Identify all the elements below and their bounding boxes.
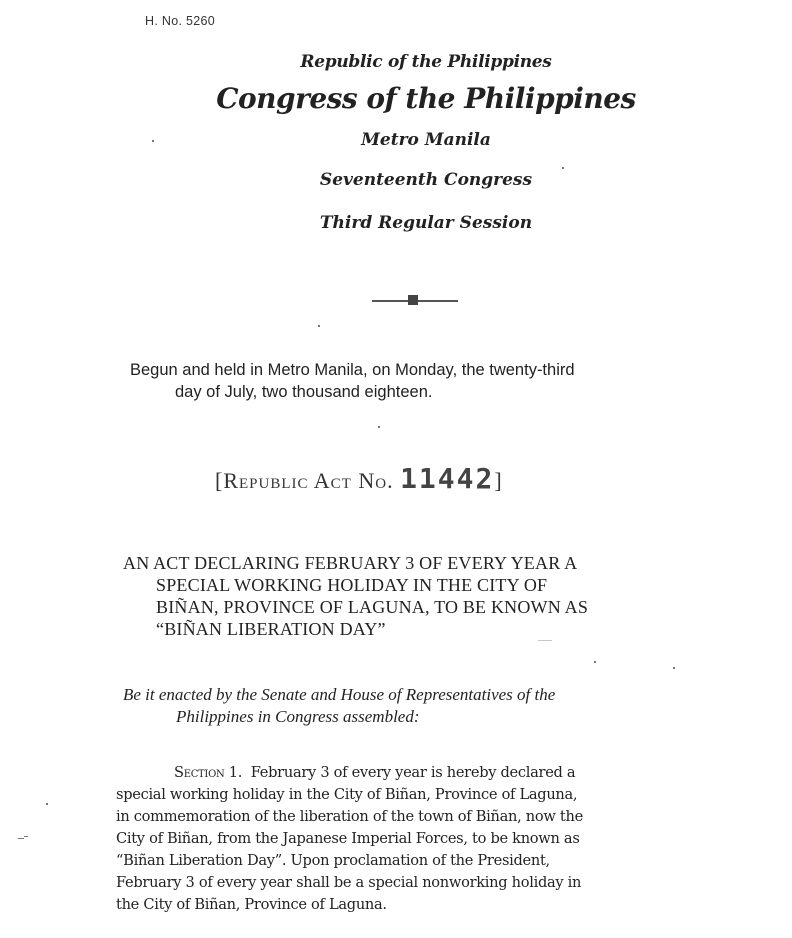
header-location: Metro Manila [361,130,491,150]
scan-speck [673,667,675,669]
act-title-line: BIÑAN, PROVINCE OF LAGUNA, TO BE KNOWN AS [156,597,589,617]
section-1 [116,762,691,916]
republic-act-heading [215,462,503,495]
section-line: “Biñan Liberation Day”. Upon proclamation of the President, [116,852,550,869]
begun-line-1: Begun and held in Metro Manila, on Monday, the twenty-third [130,361,575,379]
header-session: Third Regular Session [319,213,533,233]
scan-speck [46,803,48,805]
act-title-line: “BIÑAN LIBERATION DAY” [156,619,386,639]
act-title [123,552,703,640]
house-bill-number: H. No. 5260 [145,14,216,28]
section-line: City of Biñan, from the Japanese Imperial Forces, to be known as [116,830,580,847]
scan-speck [594,661,596,663]
enacting-clause-line-2: Philippines in Congress assembled: [176,707,420,726]
act-title-line: SPECIAL WORKING HOLIDAY IN THE CITY OF [156,575,548,595]
enacting-clause-line-1: Be it enacted by the Senate and House of Representatives of the [123,685,556,704]
section-line: February 3 of every year shall be a special nonworking holiday in [116,874,582,891]
begun-line-2: day of July, two thousand eighteen. [175,383,433,401]
scan-speck [562,167,564,169]
header-republic: Republic of the Philippines [300,52,552,72]
header-congress: Congress of the Philippines [216,82,636,115]
close-bracket: ] [494,468,503,493]
republic-act-number: 11442 [400,462,495,495]
scan-speck [24,836,28,837]
enacting-clause [123,684,703,728]
open-bracket: [ [215,468,224,493]
divider-square-icon [408,295,418,305]
section-1-first-line [116,762,691,784]
scan-speck [538,640,552,641]
section-line: the City of Biñan, Province of Laguna. [116,896,387,913]
section-line: special working holiday in the City of Biñan, Province of Laguna, [116,786,578,803]
act-title-line: AN ACT DECLARING FEBRUARY 3 OF EVERY YEAR A [123,553,578,573]
scan-speck [152,140,154,142]
section-heading: Section 1. [174,764,243,781]
begun-statement [130,359,710,403]
scan-speck [18,838,24,839]
section-line: in commemoration of the liberation of the town of Biñan, now the [116,808,583,825]
section-line: February 3 of every year is hereby declared a [250,764,576,781]
scan-speck [318,325,320,327]
republic-act-label: Republic Act No. [223,468,394,493]
header-congress-number: Seventeenth Congress [319,170,533,190]
scan-speck [378,426,380,428]
